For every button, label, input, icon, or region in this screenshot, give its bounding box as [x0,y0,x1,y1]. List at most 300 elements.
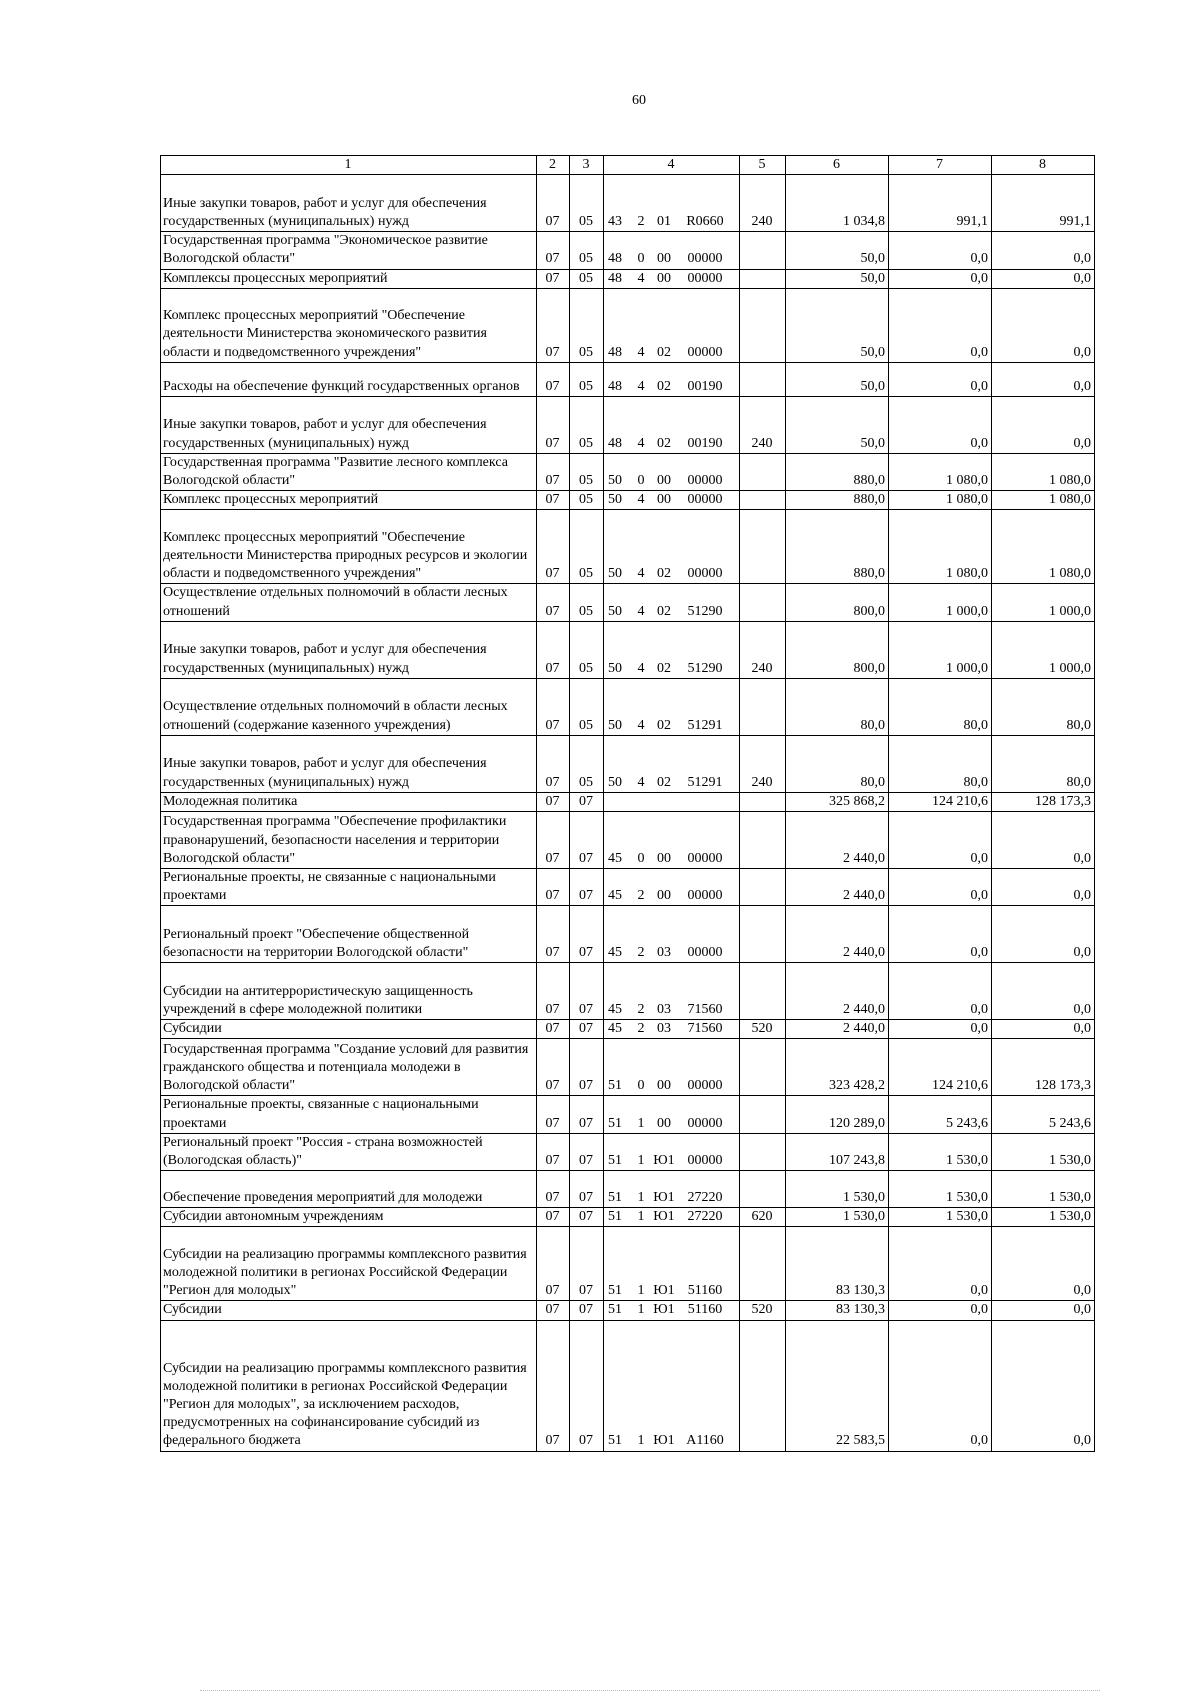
target-article-part: 00000 [687,251,723,267]
target-article-part: R0660 [686,214,724,229]
amount-cell-col6: 120 289,0 [786,1096,889,1133]
amount-cell-col6: 880,0 [786,491,889,510]
amount-cell-col7: 80,0 [889,678,992,735]
target-article-cell [604,868,740,905]
header-cell: 2 [537,156,570,175]
row-name-cell: Комплекс процессных мероприятий "Обеспечение деятельности Министерства природных ресурсов и экологии области и подведомственного учреждения" [161,510,537,584]
expense-type-cell: 240 [740,735,786,792]
target-article-part: 2 [637,1002,645,1018]
table-row [161,678,1095,735]
expense-type-cell [740,453,786,490]
target-article-part: 48 [608,435,622,451]
target-article-part: 00 [657,492,671,508]
table-row [161,1020,1095,1039]
amount-cell-col7: 0,0 [889,362,992,396]
target-article-cell [604,175,740,232]
table-row [161,1320,1095,1451]
target-article-cell [604,1301,740,1320]
expense-type-cell [740,1320,786,1451]
amount-cell-col8: 0,0 [992,906,1095,963]
target-article-part: 51291 [687,717,723,733]
table-row [161,811,1095,868]
amount-cell-col8: 0,0 [992,232,1095,269]
subsection-code-cell: 05 [570,453,604,490]
target-article-part: 01 [657,214,671,229]
target-article-part: 48 [608,251,622,267]
target-article-part: 00190 [687,435,723,451]
amount-cell-col8: 1 530,0 [992,1133,1095,1170]
target-article-part: 00000 [687,566,723,582]
target-article-part: 00000 [687,888,723,904]
target-article-cell [604,963,740,1020]
target-article-part: 00 [657,472,671,488]
target-article-part: 1 [637,1115,645,1131]
row-name-cell: Субсидии на антитеррористическую защищенность учреждений в сфере молодежной политики [161,963,537,1020]
subsection-code-cell: 07 [570,792,604,811]
amount-cell-col8: 0,0 [992,396,1095,453]
row-name-cell: Осуществление отдельных полномочий в области лесных отношений (содержание казенного учреждения) [161,678,537,735]
expense-type-cell [740,1039,786,1096]
target-article-cell [604,735,740,792]
target-article-part: 00 [657,850,671,866]
amount-cell-col8: 0,0 [992,868,1095,905]
subsection-code-cell: 05 [570,232,604,269]
target-article-cell [604,1020,740,1039]
target-article-cell [604,1320,740,1451]
target-article-part: 27220 [687,1190,723,1205]
target-article-cell [604,453,740,490]
target-article-part: 2 [637,1021,645,1037]
subsection-code-cell: 07 [570,1020,604,1039]
target-article-part: 1 [637,1433,645,1449]
section-code-cell: 07 [537,1227,570,1301]
scan-footer-noise [200,1689,1100,1691]
target-article-part: 4 [637,603,645,619]
amount-cell-col6: 50,0 [786,288,889,362]
target-article-part: 0 [637,251,645,267]
target-article-part: 4 [637,344,645,360]
amount-cell-col6: 880,0 [786,510,889,584]
target-article-cell [604,1096,740,1133]
amount-cell-col6: 1 530,0 [786,1208,889,1227]
expense-type-cell [740,1133,786,1170]
header-row [161,156,1095,175]
section-code-cell: 07 [537,963,570,1020]
section-code-cell: 07 [537,396,570,453]
amount-cell-col6: 2 440,0 [786,811,889,868]
amount-cell-col7: 124 210,6 [889,792,992,811]
table-row [161,1301,1095,1320]
table-row [161,906,1095,963]
table-row [161,362,1095,396]
target-article-part: 02 [657,717,671,733]
amount-cell-col7: 1 000,0 [889,621,992,678]
target-article-part: 2 [637,214,645,229]
amount-cell-col6: 1 034,8 [786,175,889,232]
target-article-part: 48 [608,344,622,360]
target-article-cell [604,906,740,963]
expense-type-cell: 240 [740,175,786,232]
expense-type-cell: 520 [740,1301,786,1320]
target-article-cell [604,584,740,621]
target-article-part: 00000 [687,850,723,866]
target-article-part: Ю1 [653,1209,675,1225]
amount-cell-col7: 991,1 [889,175,992,232]
target-article-part: 02 [657,435,671,451]
amount-cell-col8: 0,0 [992,1320,1095,1451]
target-article-part: 45 [608,888,622,904]
budget-table [160,155,1095,1452]
table-row [161,584,1095,621]
amount-cell-col8: 5 243,6 [992,1096,1095,1133]
amount-cell-col8: 0,0 [992,269,1095,288]
amount-cell-col7: 5 243,6 [889,1096,992,1133]
target-article-part: 27220 [687,1209,723,1225]
section-code-cell: 07 [537,1208,570,1227]
target-article-part: 00 [657,888,671,904]
amount-cell-col8: 1 530,0 [992,1171,1095,1208]
target-article-part: 03 [657,1002,671,1018]
section-code-cell: 07 [537,232,570,269]
expense-type-cell [740,362,786,396]
amount-cell-col6: 50,0 [786,362,889,396]
target-article-part: 4 [637,660,645,676]
target-article-part: 2 [637,945,645,961]
target-article-part: 45 [608,850,622,866]
target-article-part: 00 [657,1078,671,1094]
page-number: 60 [632,93,646,108]
target-article-cell [604,621,740,678]
target-article-part: 00000 [687,270,723,286]
expense-type-cell [740,288,786,362]
section-code-cell: 07 [537,735,570,792]
table-row [161,396,1095,453]
amount-cell-col6: 83 130,3 [786,1301,889,1320]
row-name-cell: Иные закупки товаров, работ и услуг для обеспечения государственных (муниципальных) нужд [161,621,537,678]
amount-cell-col8: 1 080,0 [992,453,1095,490]
amount-cell-col6: 2 440,0 [786,868,889,905]
amount-cell-col7: 0,0 [889,232,992,269]
section-code-cell: 07 [537,1020,570,1039]
expense-type-cell: 520 [740,1020,786,1039]
target-article-part: 02 [657,660,671,676]
target-article-part: 0 [637,1078,645,1094]
target-article-part: 1 [637,1302,645,1318]
amount-cell-col6: 50,0 [786,269,889,288]
target-article-part: 0 [637,472,645,488]
amount-cell-col8: 0,0 [992,1020,1095,1039]
amount-cell-col6: 323 428,2 [786,1039,889,1096]
section-code-cell: 07 [537,584,570,621]
target-article-part: 1 [637,1283,645,1299]
table-row [161,792,1095,811]
expense-type-cell [740,811,786,868]
expense-type-cell [740,868,786,905]
target-article-part: A1160 [686,1433,724,1449]
target-article-part: 1 [637,1153,645,1168]
amount-cell-col8: 0,0 [992,1227,1095,1301]
target-article-part: 00 [657,270,671,286]
target-article-part: 03 [657,1021,671,1037]
amount-cell-col7: 124 210,6 [889,1039,992,1096]
target-article-part: 51 [608,1283,622,1299]
table-row [161,735,1095,792]
amount-cell-col7: 1 530,0 [889,1208,992,1227]
row-name-cell: Государственная программа "Создание условий для развития гражданского общества и потенциала молодежи в Вологодской области" [161,1039,537,1096]
subsection-code-cell: 05 [570,491,604,510]
subsection-code-cell: 07 [570,1208,604,1227]
target-article-part: 51160 [687,1283,723,1299]
amount-cell-col7: 0,0 [889,868,992,905]
amount-cell-col8: 991,1 [992,175,1095,232]
table-row [161,1096,1095,1133]
amount-cell-col7: 0,0 [889,288,992,362]
target-article-part: 51291 [687,774,723,790]
target-article-part: 45 [608,945,622,961]
amount-cell-col7: 0,0 [889,1020,992,1039]
target-article-part: 4 [637,435,645,451]
target-article-cell [604,1227,740,1301]
target-article-cell [604,1039,740,1096]
subsection-code-cell: 07 [570,963,604,1020]
target-article-part: 02 [657,603,671,619]
target-article-part: 00190 [687,378,723,394]
target-article-part: 00000 [687,344,723,360]
row-name-cell: Иные закупки товаров, работ и услуг для обеспечения государственных (муниципальных) нужд [161,175,537,232]
row-name-cell: Региональный проект "Обеспечение общественной безопасности на территории Вологодской области" [161,906,537,963]
amount-cell-col8: 1 000,0 [992,621,1095,678]
row-name-cell: Расходы на обеспечение функций государственных органов [161,362,537,396]
row-name-cell: Иные закупки товаров, работ и услуг для обеспечения государственных (муниципальных) нужд [161,735,537,792]
subsection-code-cell: 07 [570,811,604,868]
subsection-code-cell: 05 [570,510,604,584]
row-name-cell: Комплексы процессных мероприятий [161,269,537,288]
target-article-part: Ю1 [653,1153,675,1168]
target-article-part: 45 [608,1021,622,1037]
header-cell: 3 [570,156,604,175]
expense-type-cell [740,906,786,963]
target-article-cell [604,811,740,868]
header-cell: 7 [889,156,992,175]
amount-cell-col8: 0,0 [992,362,1095,396]
amount-cell-col8: 0,0 [992,811,1095,868]
section-code-cell: 07 [537,510,570,584]
row-name-cell: Государственная программа "Обеспечение профилактики правонарушений, безопасности населения и территории Вологодской области" [161,811,537,868]
target-article-part: 4 [637,378,645,394]
amount-cell-col7: 0,0 [889,811,992,868]
target-article-part: 51 [608,1302,622,1318]
table-row [161,288,1095,362]
amount-cell-col6: 83 130,3 [786,1227,889,1301]
target-article-part: 45 [608,1002,622,1018]
amount-cell-col8: 80,0 [992,678,1095,735]
subsection-code-cell: 05 [570,678,604,735]
target-article-part: 51 [608,1115,622,1131]
amount-cell-col6: 800,0 [786,584,889,621]
target-article-part: 00000 [687,472,723,488]
row-name-cell: Региональные проекты, не связанные с национальными проектами [161,868,537,905]
target-article-cell [604,792,740,811]
amount-cell-col8: 0,0 [992,963,1095,1020]
row-name-cell: Региональный проект "Россия - страна возможностей (Вологодская область)" [161,1133,537,1170]
header-cell: 4 [604,156,740,175]
subsection-code-cell: 07 [570,1039,604,1096]
target-article-part: 43 [608,214,622,229]
subsection-code-cell: 05 [570,584,604,621]
section-code-cell: 07 [537,1096,570,1133]
target-article-cell [604,362,740,396]
section-code-cell: 07 [537,269,570,288]
amount-cell-col6: 80,0 [786,678,889,735]
target-article-part: 1 [637,1209,645,1225]
target-article-part: 1 [637,1190,645,1205]
amount-cell-col7: 0,0 [889,906,992,963]
expense-type-cell [740,269,786,288]
amount-cell-col7: 0,0 [889,1320,992,1451]
target-article-part: 51 [608,1433,622,1449]
target-article-part: Ю1 [653,1283,675,1299]
table-row [161,963,1095,1020]
target-article-part: 50 [608,774,622,790]
section-code-cell: 07 [537,1039,570,1096]
row-name-cell: Молодежная политика [161,792,537,811]
target-article-part: 51 [608,1153,622,1168]
amount-cell-col6: 22 583,5 [786,1320,889,1451]
amount-cell-col7: 80,0 [889,735,992,792]
amount-cell-col6: 50,0 [786,396,889,453]
row-name-cell: Комплекс процессных мероприятий "Обеспечение деятельности Министерства экономического развития области и подведомственного учреждения" [161,288,537,362]
target-article-part: 00000 [687,492,723,508]
expense-type-cell: 240 [740,396,786,453]
amount-cell-col8: 1 080,0 [992,510,1095,584]
expense-type-cell [740,584,786,621]
table-row [161,868,1095,905]
header-cell: 1 [161,156,537,175]
amount-cell-col6: 1 530,0 [786,1171,889,1208]
target-article-part: 51 [608,1190,622,1205]
table-row [161,1039,1095,1096]
target-article-part: 51160 [687,1302,723,1318]
row-name-cell: Субсидии [161,1020,537,1039]
amount-cell-col8: 128 173,3 [992,1039,1095,1096]
section-code-cell: 07 [537,1171,570,1208]
subsection-code-cell: 07 [570,1301,604,1320]
target-article-part: 51 [608,1209,622,1225]
amount-cell-col7: 1 080,0 [889,491,992,510]
subsection-code-cell: 07 [570,1133,604,1170]
target-article-cell [604,396,740,453]
section-code-cell: 07 [537,288,570,362]
row-name-cell: Обеспечение проведения мероприятий для молодежи [161,1171,537,1208]
amount-cell-col8: 128 173,3 [992,792,1095,811]
section-code-cell: 07 [537,868,570,905]
row-name-cell: Субсидии [161,1301,537,1320]
row-name-cell: Субсидии автономным учреждениям [161,1208,537,1227]
row-name-cell: Субсидии на реализацию программы комплексного развития молодежной политики в регионах Российской Федерации "Регион для молодых" [161,1227,537,1301]
target-article-cell [604,491,740,510]
target-article-cell [604,1133,740,1170]
section-code-cell: 07 [537,678,570,735]
table-row [161,269,1095,288]
section-code-cell: 07 [537,491,570,510]
table-row [161,1171,1095,1208]
section-code-cell: 07 [537,811,570,868]
expense-type-cell [740,678,786,735]
target-article-part: 50 [608,660,622,676]
target-article-part: 4 [637,492,645,508]
expense-type-cell [740,1171,786,1208]
target-article-part: 03 [657,945,671,961]
header-cell: 8 [992,156,1095,175]
amount-cell-col7: 0,0 [889,1227,992,1301]
target-article-cell [604,269,740,288]
amount-cell-col6: 2 440,0 [786,1020,889,1039]
section-code-cell: 07 [537,453,570,490]
subsection-code-cell: 05 [570,621,604,678]
expense-type-cell [740,491,786,510]
section-code-cell: 07 [537,1320,570,1451]
amount-cell-col7: 1 530,0 [889,1133,992,1170]
expense-type-cell [740,792,786,811]
amount-cell-col7: 1 080,0 [889,453,992,490]
target-article-part: 50 [608,566,622,582]
expense-type-cell: 240 [740,621,786,678]
target-article-part: Ю1 [653,1433,675,1449]
section-code-cell: 07 [537,792,570,811]
target-article-cell [604,1208,740,1227]
target-article-part: Ю1 [653,1190,675,1205]
row-name-cell: Государственная программа "Развитие лесного комплекса Вологодской области" [161,453,537,490]
amount-cell-col7: 1 080,0 [889,510,992,584]
target-article-part: Ю1 [653,1302,675,1318]
target-article-part: 00 [657,251,671,267]
target-article-part: 51 [608,1078,622,1094]
target-article-part: 02 [657,378,671,394]
amount-cell-col7: 0,0 [889,963,992,1020]
target-article-cell [604,510,740,584]
subsection-code-cell: 05 [570,269,604,288]
target-article-part: 50 [608,492,622,508]
section-code-cell: 07 [537,621,570,678]
target-article-part: 51290 [687,660,723,676]
subsection-code-cell: 07 [570,906,604,963]
table-row [161,453,1095,490]
table-row [161,232,1095,269]
section-code-cell: 07 [537,1133,570,1170]
table-row [161,1227,1095,1301]
expense-type-cell [740,1096,786,1133]
target-article-part: 4 [637,566,645,582]
target-article-cell [604,232,740,269]
subsection-code-cell: 07 [570,1320,604,1451]
amount-cell-col8: 1 080,0 [992,491,1095,510]
target-article-part: 00000 [687,945,723,961]
header-cell: 5 [740,156,786,175]
amount-cell-col7: 0,0 [889,269,992,288]
table-row [161,621,1095,678]
target-article-part: 0 [637,850,645,866]
amount-cell-col7: 1 000,0 [889,584,992,621]
amount-cell-col7: 1 530,0 [889,1171,992,1208]
section-code-cell: 07 [537,906,570,963]
amount-cell-col6: 325 868,2 [786,792,889,811]
amount-cell-col6: 80,0 [786,735,889,792]
target-article-part: 50 [608,717,622,733]
subsection-code-cell: 05 [570,175,604,232]
subsection-code-cell: 05 [570,362,604,396]
table-row [161,175,1095,232]
amount-cell-col6: 50,0 [786,232,889,269]
